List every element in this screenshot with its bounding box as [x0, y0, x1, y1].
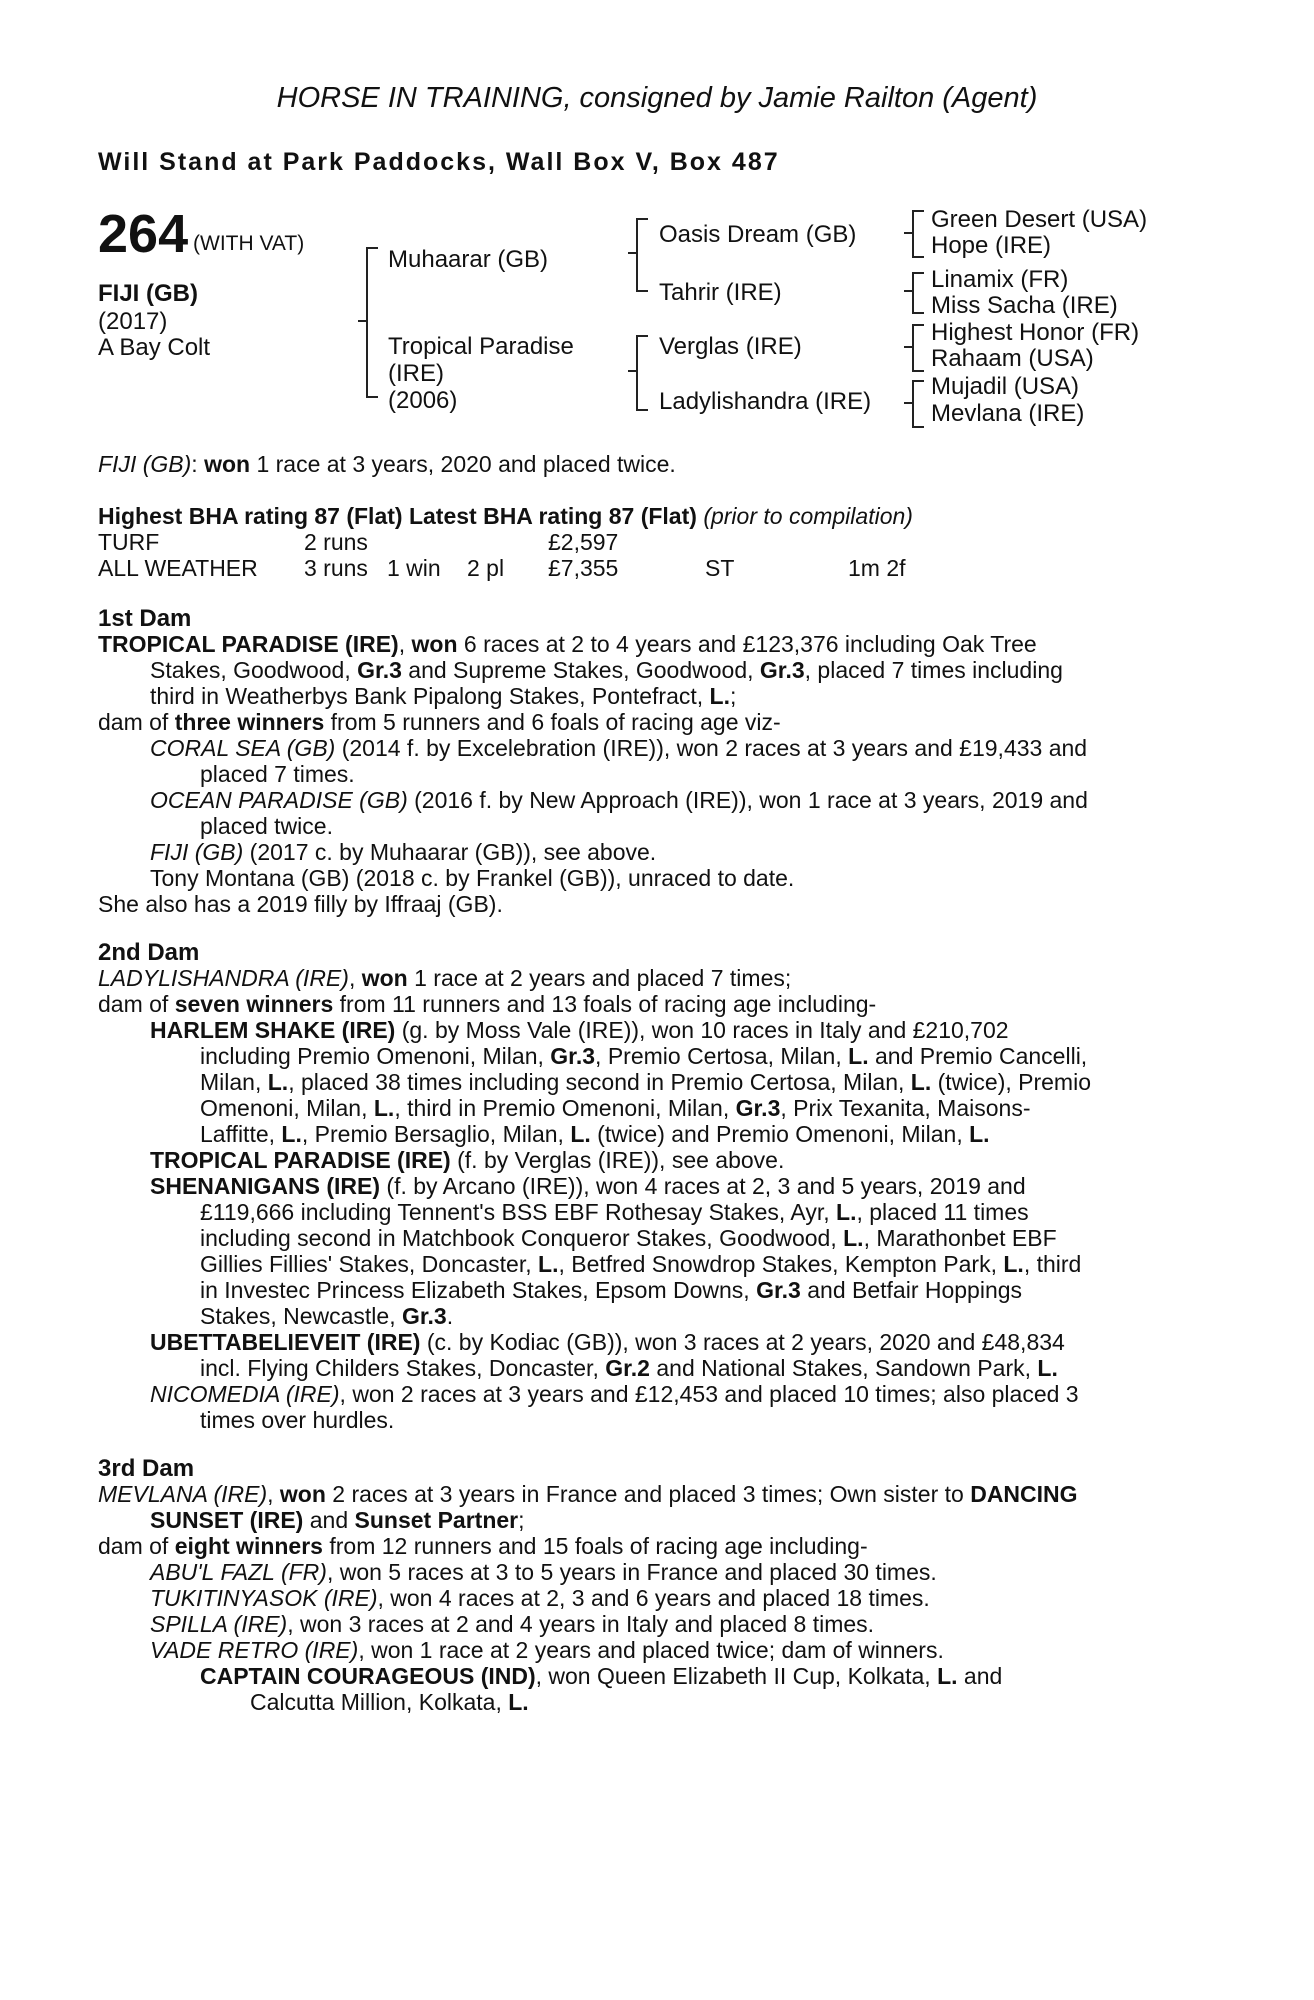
text: , Premio Certosa, Milan,	[595, 1043, 849, 1069]
grade: L.	[709, 683, 730, 709]
third-dam-line	[98, 1482, 1078, 1508]
second-dam-heading: 2nd Dam	[98, 939, 200, 966]
first-dam-line	[150, 788, 1088, 814]
third-dam-line	[250, 1690, 529, 1716]
text: Milan,	[200, 1069, 268, 1095]
second-dam-line	[200, 1278, 1022, 1304]
grade: L.	[538, 1251, 559, 1277]
second-dam-line	[200, 1122, 990, 1148]
text: (g. by Moss Vale (IRE)), won 10 races in Italy and £210,702	[395, 1017, 1009, 1043]
text: 1 race at 2 years and placed 7 times;	[407, 965, 792, 991]
text: ,	[267, 1481, 280, 1507]
horse-year: (2017)	[98, 308, 168, 335]
bracket-tick	[904, 232, 913, 234]
grade: Gr.3	[357, 657, 402, 683]
text: (twice) and Premio Omenoni, Milan,	[590, 1121, 970, 1147]
grandsire-2: Linamix (FR)	[931, 266, 1069, 293]
bracket-tick	[628, 370, 637, 372]
text: , won Queen Elizabeth II Cup, Kolkata,	[535, 1663, 938, 1689]
won-bold: won	[279, 1481, 326, 1507]
granddam-4: Mevlana (IRE)	[931, 400, 1085, 427]
text: Stakes, Newcastle,	[200, 1303, 402, 1329]
sister-name-bold: SUNSET (IRE)	[150, 1507, 304, 1533]
grandsire-3: Highest Honor (FR)	[931, 319, 1140, 346]
text: , placed 7 times including	[804, 657, 1063, 683]
grade: L.	[969, 1121, 990, 1147]
text: Gillies Fillies' Stakes, Doncaster,	[200, 1251, 539, 1277]
granddam-1: Hope (IRE)	[931, 232, 1052, 259]
text: from 5 runners and 6 foals of racing age viz-	[324, 709, 781, 735]
page-title: HORSE IN TRAINING, consigned by Jamie Railton (Agent)	[276, 82, 1038, 114]
text: , won 5 races at 3 to 5 years in France and placed 30 times.	[326, 1559, 937, 1585]
record-wins: 1 win	[387, 555, 441, 581]
record-distance: 1m 2f	[848, 555, 906, 581]
race-summary: FIJI (GB): won 1 race at 3 years, 2020 and placed twice.	[98, 451, 676, 477]
dam-bracket	[636, 335, 648, 411]
stand-location: Will Stand at Park Paddocks, Wall Box V, Box 487	[98, 148, 780, 176]
record-runs: 2 runs	[304, 529, 368, 555]
second-dam-line	[200, 1096, 1031, 1122]
text: , placed 38 times including second in Premio Certosa, Milan,	[288, 1069, 911, 1095]
gg-bracket-3	[912, 324, 924, 372]
grade: Gr.2	[605, 1355, 650, 1381]
summary-rest: 1 race at 3 years, 2020 and placed twice.	[250, 451, 676, 477]
grade: L.	[1003, 1251, 1024, 1277]
dam-name-suffix: (IRE)	[388, 360, 444, 387]
text: Laffitte,	[200, 1121, 282, 1147]
second-dam-line: times over hurdles.	[200, 1407, 395, 1433]
grade: L.	[267, 1069, 289, 1095]
foal-name: VADE RETRO (IRE)	[150, 1637, 359, 1663]
record-surface: ALL WEATHER	[98, 555, 258, 581]
bracket-tick	[904, 402, 913, 404]
text: from 12 runners and 15 foals of racing age including-	[322, 1533, 868, 1559]
grade: L.	[281, 1121, 302, 1147]
grade: L.	[373, 1095, 395, 1121]
first-dam-line: She also has a 2019 filly by Iffraaj (GB).	[98, 891, 503, 917]
text: in Investec Princess Elizabeth Stakes, Epsom Downs,	[200, 1277, 757, 1303]
third-dam-line	[150, 1638, 944, 1664]
grandsire-4: Mujadil (USA)	[931, 373, 1080, 400]
record-runs: 3 runs	[304, 555, 368, 581]
second-dam-line	[200, 1070, 1091, 1096]
text: Omenoni, Milan,	[200, 1095, 374, 1121]
record-placed: 2 pl	[467, 555, 505, 581]
second-dam-line	[200, 1304, 453, 1330]
text: (2016 f. by New Approach (IRE)), won 1 race at 3 years, 2019 and	[407, 787, 1088, 813]
text: ;	[518, 1507, 525, 1533]
first-dam-line: Tony Montana (GB) (2018 c. by Frankel (GB)), unraced to date.	[150, 865, 795, 891]
text: and National Stakes, Sandown Park,	[649, 1355, 1038, 1381]
text: , won 2 races at 3 years and £12,453 and placed 10 times; also placed 3	[339, 1381, 1079, 1407]
text: , Betfred Snowdrop Stakes, Kempton Park,	[558, 1251, 1004, 1277]
record-going: ST	[705, 555, 735, 581]
grade: L.	[570, 1121, 591, 1147]
foal-name: FIJI (GB)	[150, 839, 244, 865]
third-dam-line	[150, 1560, 937, 1586]
vat-label: (WITH VAT)	[193, 232, 305, 255]
text: and	[957, 1663, 1003, 1689]
second-dam-line	[200, 1044, 1087, 1070]
first-dam-line	[150, 840, 656, 866]
text: 6 races at 2 to 4 years and £123,376 including Oak Tree	[457, 631, 1037, 657]
third-dam-line	[200, 1664, 1002, 1690]
first-dam-line	[98, 632, 1037, 658]
gg-bracket-4	[912, 380, 924, 428]
foal-name: OCEAN PARADISE (GB)	[150, 787, 408, 813]
dam-name: MEVLANA (IRE)	[98, 1481, 268, 1507]
second-dam-line	[200, 1226, 1057, 1252]
text: £119,666 including Tennent's BSS EBF Rothesay Stakes, Ayr,	[200, 1199, 837, 1225]
first-dam-heading: 1st Dam	[98, 605, 192, 632]
text: , third in Premio Omenoni, Milan,	[394, 1095, 736, 1121]
granddam-3: Rahaam (USA)	[931, 345, 1094, 372]
text: ,	[348, 965, 362, 991]
text: , won 3 races at 2 and 4 years in Italy and placed 8 times.	[287, 1611, 875, 1637]
third-dam-line	[98, 1534, 868, 1560]
first-dam-line	[98, 710, 781, 736]
dam-name: Tropical Paradise	[388, 333, 574, 360]
summary-won: won	[204, 451, 251, 477]
text: dam of	[98, 1533, 175, 1559]
second-dam-line	[150, 1174, 1026, 1200]
grade: Gr.3	[759, 657, 805, 683]
text: from 11 runners and 13 foals of racing age including-	[333, 991, 877, 1017]
first-dam-line	[150, 736, 1087, 762]
text: Calcutta Million, Kolkata,	[250, 1689, 509, 1715]
foal-name-bold: SHENANIGANS (IRE)	[150, 1173, 381, 1199]
gg-bracket-1	[912, 210, 924, 258]
third-dam-line	[150, 1612, 874, 1638]
foal-name: NICOMEDIA (IRE)	[150, 1381, 340, 1407]
second-dam-line	[150, 1018, 1009, 1044]
third-dam-line	[150, 1508, 525, 1534]
horse-description: A Bay Colt	[98, 334, 211, 361]
bracket-tick	[628, 252, 637, 254]
sister-name-bold: Sunset Partner	[354, 1507, 519, 1533]
bracket-tick	[904, 346, 913, 348]
record-prize: £2,597	[548, 529, 619, 555]
grade: Gr.3	[756, 1277, 801, 1303]
second-dam-line	[150, 1148, 784, 1174]
second-dam-line	[98, 966, 791, 992]
grade: Gr.3	[735, 1095, 781, 1121]
winners-bold: eight winners	[174, 1533, 323, 1559]
first-dam-line: placed 7 times.	[200, 761, 355, 787]
grade: L.	[848, 1043, 869, 1069]
foal-name: CORAL SEA (GB)	[150, 735, 336, 761]
text: dam of	[98, 991, 175, 1017]
grade: L.	[1037, 1355, 1058, 1381]
text: ,	[398, 631, 412, 657]
text: (f. by Verglas (IRE)), see above.	[450, 1147, 785, 1173]
text: including second in Matchbook Conqueror Stakes, Goodwood,	[200, 1225, 844, 1251]
ratings-text: Highest BHA rating 87 (Flat) Latest BHA rating 87 (Flat)	[98, 503, 697, 529]
second-dam-line	[200, 1252, 1081, 1278]
first-dam-line	[150, 658, 1063, 684]
text: and Premio Cancelli,	[868, 1043, 1088, 1069]
foal-name: SPILLA (IRE)	[150, 1611, 288, 1637]
winners-bold: seven winners	[174, 991, 334, 1017]
grade: L.	[910, 1069, 932, 1095]
sire-sire: Oasis Dream (GB)	[659, 221, 857, 248]
text: and	[303, 1507, 355, 1533]
second-dam-line	[200, 1356, 1058, 1382]
first-dam-line	[150, 684, 736, 710]
dam-year: (2006)	[388, 387, 458, 414]
foal-name-bold: TROPICAL PARADISE (IRE)	[150, 1147, 451, 1173]
grade: L.	[937, 1663, 958, 1689]
grandsire-1: Green Desert (USA)	[931, 206, 1148, 233]
second-dam-line	[98, 992, 876, 1018]
record-surface: TURF	[98, 529, 160, 555]
text: , won 1 race at 2 years and placed twice; dam of winners.	[358, 1637, 944, 1663]
text: dam of	[98, 709, 175, 735]
won-bold: won	[361, 965, 408, 991]
text: (f. by Arcano (IRE)), won 4 races at 2, 3 and 5 years, 2019 and	[380, 1173, 1026, 1199]
sister-name-bold: DANCING	[970, 1481, 1078, 1507]
text: (twice), Premio	[931, 1069, 1091, 1095]
grade: L.	[508, 1689, 529, 1715]
text: , third	[1023, 1251, 1082, 1277]
grade: Gr.3	[401, 1303, 447, 1329]
third-dam-line	[150, 1586, 930, 1612]
foal-name-bold: HARLEM SHAKE (IRE)	[150, 1017, 396, 1043]
text: (c. by Kodiac (GB)), won 3 races at 2 years, 2020 and £48,834	[420, 1329, 1065, 1355]
bha-ratings	[98, 504, 913, 530]
foal-name: ABU'L FAZL (FR)	[150, 1559, 327, 1585]
won-bold: won	[411, 631, 458, 657]
text: incl. Flying Childers Stakes, Doncaster,	[200, 1355, 606, 1381]
bracket-tick	[358, 320, 367, 322]
winners-bold: three winners	[174, 709, 325, 735]
gg-bracket-2	[912, 272, 924, 314]
text: Stakes, Goodwood,	[150, 657, 358, 683]
dam-dam: Ladylishandra (IRE)	[659, 388, 872, 415]
record-prize: £7,355	[548, 555, 619, 581]
second-dam-line	[150, 1330, 1065, 1356]
text: and Betfair Hoppings	[800, 1277, 1023, 1303]
sire-dam-bracket	[366, 247, 378, 398]
text: , placed 11 times	[856, 1199, 1029, 1225]
foal-name: TUKITINYASOK (IRE)	[150, 1585, 378, 1611]
text: , won 4 races at 2, 3 and 6 years and placed 18 times.	[377, 1585, 930, 1611]
text: , Marathonbet EBF	[863, 1225, 1057, 1251]
sire-dam: Tahrir (IRE)	[659, 279, 782, 306]
sire-bracket	[636, 218, 648, 292]
third-dam-heading: 3rd Dam	[98, 1455, 195, 1482]
first-dam-line: placed twice.	[200, 813, 333, 839]
sire-name: Muhaarar (GB)	[388, 246, 549, 273]
foal-name-bold: CAPTAIN COURAGEOUS (IND)	[200, 1663, 536, 1689]
second-dam-line	[200, 1200, 1029, 1226]
foal-name-bold: UBETTABELIEVEIT (IRE)	[150, 1329, 421, 1355]
text: 2 races at 3 years in France and placed 3 times; Own sister to	[325, 1481, 971, 1507]
text: , Premio Bersaglio, Milan,	[301, 1121, 571, 1147]
horse-name: FIJI (GB)	[98, 280, 198, 307]
text: third in Weatherbys Bank Pipalong Stakes, Pontefract,	[150, 683, 710, 709]
text: and Supreme Stakes, Goodwood,	[401, 657, 760, 683]
text: .	[446, 1303, 454, 1329]
text: ;	[730, 683, 737, 709]
dam-name: LADYLISHANDRA (IRE)	[98, 965, 349, 991]
lot-number: 264	[98, 204, 189, 264]
bracket-tick	[904, 290, 913, 292]
summary-horse-name: FIJI (GB)	[98, 451, 192, 477]
dam-name-bold: TROPICAL PARADISE (IRE)	[98, 631, 399, 657]
grade: L.	[843, 1225, 864, 1251]
grade: Gr.3	[550, 1043, 596, 1069]
second-dam-line	[150, 1382, 1079, 1408]
text: (2017 c. by Muhaarar (GB)), see above.	[243, 839, 657, 865]
granddam-2: Miss Sacha (IRE)	[931, 292, 1118, 319]
dam-sire: Verglas (IRE)	[659, 333, 802, 360]
ratings-note: (prior to compilation)	[703, 503, 913, 529]
text: including Premio Omenoni, Milan,	[200, 1043, 551, 1069]
grade: L.	[836, 1199, 857, 1225]
text: (2014 f. by Excelebration (IRE)), won 2 races at 3 years and £19,433 and	[335, 735, 1088, 761]
text: , Prix Texanita, Maisons-	[780, 1095, 1031, 1121]
